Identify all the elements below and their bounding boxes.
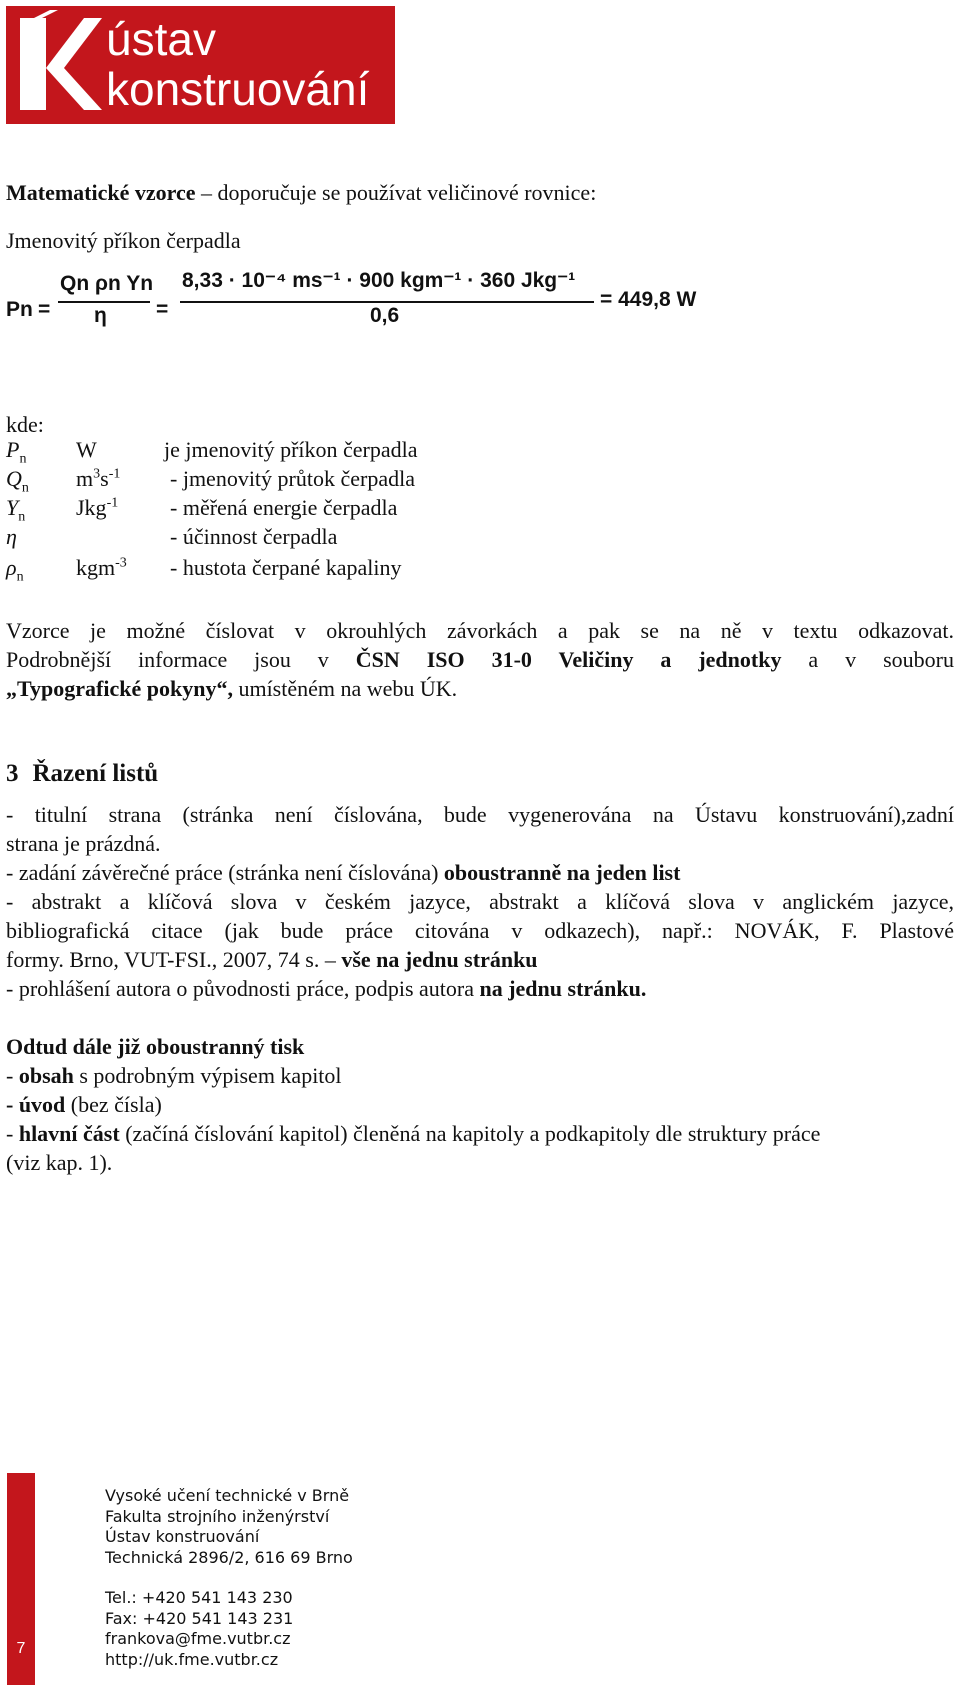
formula-lhs: Pn — [6, 298, 33, 321]
formula-result: = 449,8 W — [600, 288, 697, 311]
formula-den-symbol: η — [94, 304, 107, 327]
footer-fax: Fax: +420 541 143 231 — [105, 1608, 294, 1628]
list-item-cont: (viz kap. 1). — [6, 1150, 113, 1175]
institute-logo — [6, 6, 395, 124]
formula-eq1: = — [38, 298, 51, 321]
footer-line: Technická 2896/2, 616 69 Brno — [105, 1547, 353, 1567]
fraction-line-1 — [58, 301, 150, 303]
list-item: - hlavní část (začíná číslování kapitol) členěná na kapitoly a podkapitoly dle struktury práce — [6, 1121, 821, 1146]
list-item: - zadání závěrečné práce (stránka není číslována) oboustranně na jeden list — [6, 860, 681, 885]
logo-line1: ústav — [106, 13, 216, 65]
where-label: kde: — [6, 412, 44, 437]
list-item: - úvod (bez čísla) — [6, 1092, 162, 1117]
footer-contact — [105, 1588, 293, 1670]
footer-line: Fakulta strojního inženýrství — [105, 1506, 330, 1526]
fraction-line-2 — [180, 301, 594, 303]
footer-line: Ústav konstruování — [105, 1527, 260, 1546]
intro-bold: Matematické vzorce — [6, 180, 196, 205]
formula-den-value: 0,6 — [370, 304, 400, 327]
para1-line2: Podrobnější informace jsou v ČSN ISO 31-0 Veličiny a jednotky a v souboru — [6, 647, 954, 672]
section-number: 3 — [6, 760, 19, 787]
list-item: - abstrakt a klíčová slova v českém jazyce, abstrakt a klíčová slova v anglickém jazyce, — [6, 889, 954, 914]
duplex-heading: Odtud dále již oboustranný tisk — [6, 1034, 305, 1059]
list-item: - obsah s podrobným výpisem kapitol — [6, 1063, 342, 1088]
list-item-cont: strana je prázdná. — [6, 831, 161, 856]
intro-line — [6, 178, 596, 207]
footer-line: Vysoké učení technické v Brně — [105, 1486, 350, 1505]
formula-num-symbols: Qn ρn Yn — [60, 272, 154, 295]
intro-rest: – doporučuje se používat veličinové rovnice: — [195, 180, 597, 205]
list-item: - titulní strana (stránka není číslována, bude vygenerována na Ústavu konstruování),zadní — [6, 802, 954, 827]
subheading: Jmenovitý příkon čerpadla — [6, 228, 241, 253]
footer-phone: Tel.: +420 541 143 230 — [105, 1588, 293, 1607]
formula-num-values: 8,33 · 10⁻⁴ ms⁻¹ · 900 kgm⁻¹ · 360 Jkg⁻¹ — [182, 269, 576, 292]
section-title: Řazení listů — [32, 760, 159, 787]
footer-email-link[interactable]: frankova@fme.vutbr.cz — [105, 1629, 291, 1648]
footer-web-link[interactable]: http://uk.fme.vutbr.cz — [105, 1649, 279, 1669]
logo-line2: konstruování — [106, 63, 370, 115]
list-item-cont: bibliografická citace (jak bude práce citována v odkazech), např.: NOVÁK, F. Plastové — [6, 918, 954, 943]
uk-logo-mark — [6, 6, 106, 124]
footer-address — [105, 1486, 353, 1568]
list-item-cont: formy. Brno, VUT-FSI., 2007, 74 s. – vše na jednu stránku — [6, 947, 538, 972]
formula-eq2: = — [156, 298, 169, 321]
section-heading — [6, 760, 158, 788]
list-item: - prohlášení autora o původnosti práce, podpis autora na jednu stránku. — [6, 976, 647, 1001]
para1-line1: Vzorce je možné číslovat v okrouhlých závorkách a pak se na ně v textu odkazovat. — [6, 618, 954, 643]
page-number: 7 — [16, 1640, 26, 1657]
para1-line3: „Typografické pokyny“, umístěném na webu ÚK. — [6, 676, 458, 701]
